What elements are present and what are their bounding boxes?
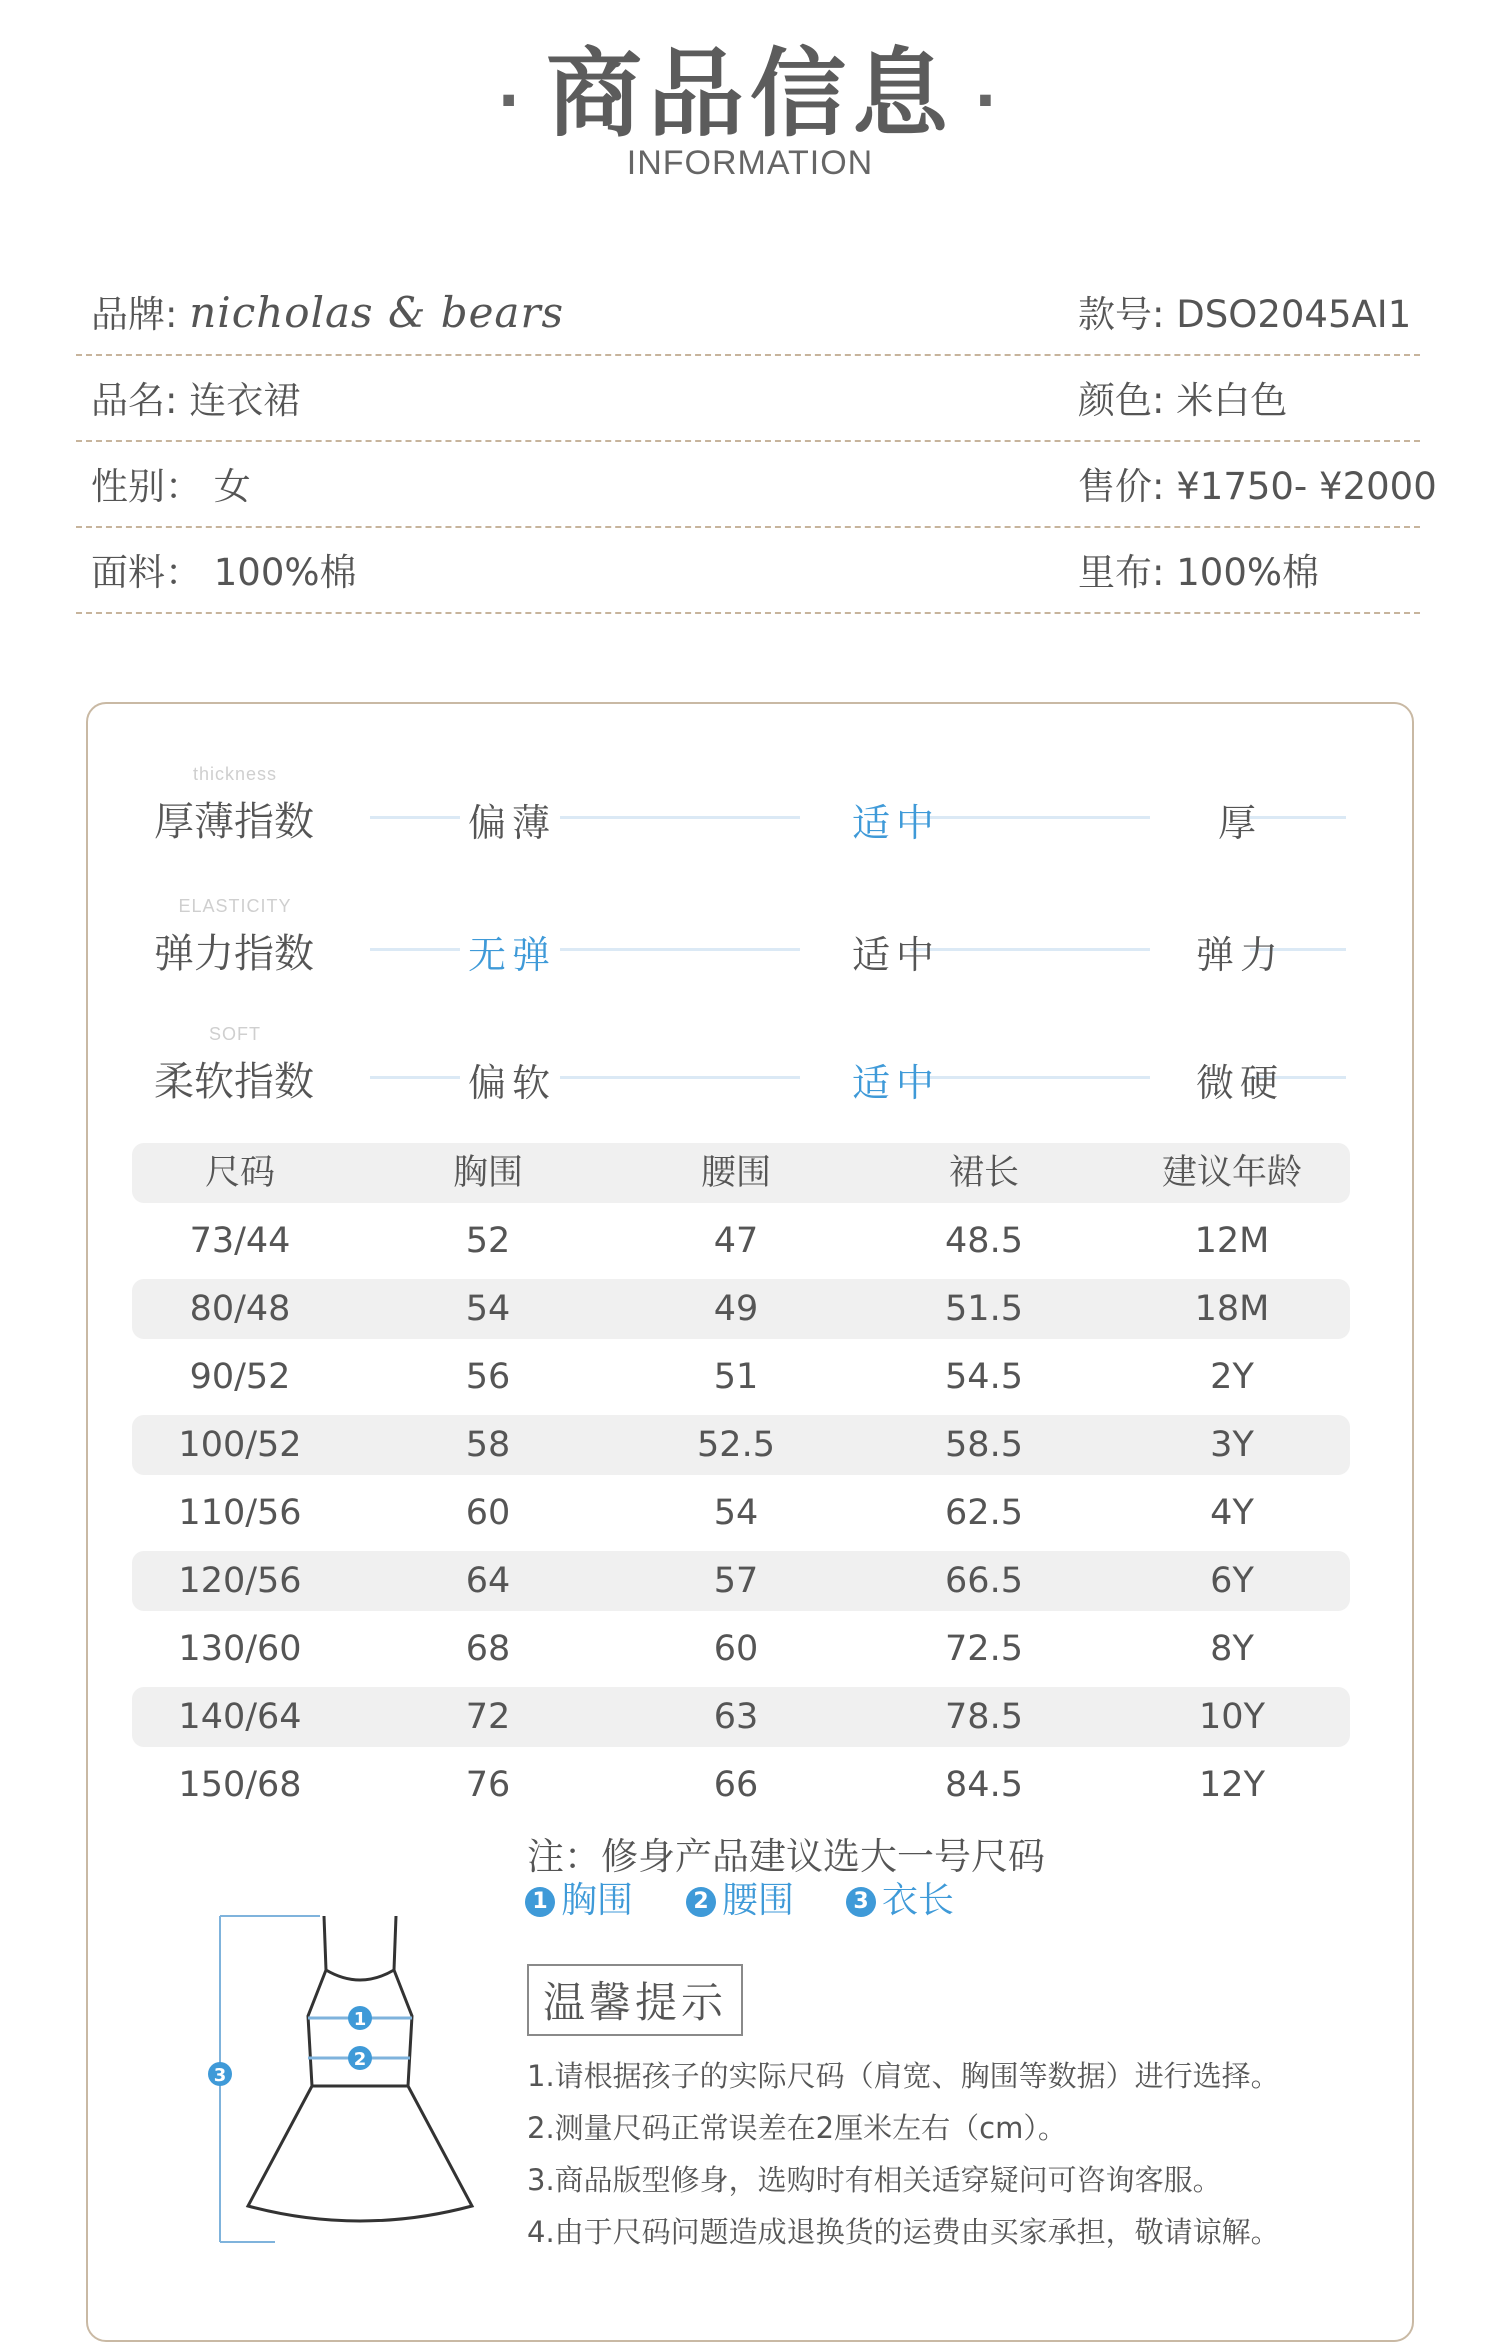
price-value: ¥1750- ¥2000 — [1176, 465, 1437, 508]
tip-item-1: 1.请根据孩子的实际尺码（肩宽、胸围等数据）进行选择。 — [527, 2059, 1280, 2093]
page-subtitle: INFORMATION — [626, 144, 874, 182]
marker-2 — [348, 2046, 372, 2070]
table-cell: 100/52 — [178, 1425, 302, 1465]
color-value: 米白色 — [1176, 379, 1288, 422]
brand-logo-text: nicholas & bears — [189, 288, 565, 337]
table-cell: 80/48 — [189, 1289, 291, 1329]
table-row — [132, 1755, 1350, 1815]
table-cell: 52.5 — [697, 1425, 775, 1465]
legend-label-chest: 胸围 — [561, 1880, 634, 1921]
title-dot-left: · — [497, 65, 526, 136]
title-text: 商品信息 — [546, 38, 954, 150]
table-header-cell: 腰围 — [700, 1153, 771, 1193]
table-cell: 18M — [1194, 1289, 1270, 1329]
table-cell: 72.5 — [945, 1629, 1023, 1669]
size-note: 注：修身产品建议选大一号尺码 — [527, 1835, 1045, 1878]
table-cell: 60 — [713, 1629, 759, 1669]
table-cell: 54 — [713, 1493, 759, 1533]
table-row — [132, 1211, 1350, 1271]
legend-number-3: 3 — [846, 1887, 876, 1917]
table-cell: 140/64 — [178, 1697, 302, 1737]
table-header-cell: 建议年龄 — [1161, 1153, 1302, 1193]
table-cell: 51 — [713, 1357, 759, 1397]
fabric-value: 100%棉 — [213, 551, 357, 594]
table-cell: 52 — [465, 1221, 511, 1261]
index-cn-label: 厚薄指数 — [154, 799, 314, 845]
table-cell: 12Y — [1199, 1765, 1265, 1805]
table-cell: 120/56 — [178, 1561, 302, 1601]
table-cell: 68 — [465, 1629, 511, 1669]
lining-field — [1078, 542, 1319, 596]
table-cell: 60 — [465, 1493, 511, 1533]
table-cell: 78.5 — [945, 1697, 1023, 1737]
table-cell: 6Y — [1210, 1561, 1254, 1601]
tip-item-3: 3.商品版型修身，选购时有相关适穿疑问可咨询客服。 — [527, 2163, 1222, 2197]
table-cell: 62.5 — [945, 1493, 1023, 1533]
table-cell: 12M — [1194, 1221, 1270, 1261]
info-row-gender — [76, 440, 1437, 528]
legend-chest — [525, 1872, 633, 1923]
table-cell: 72 — [465, 1697, 511, 1737]
table-cell: 58 — [465, 1425, 511, 1465]
table-cell: 57 — [713, 1561, 759, 1601]
table-cell: 4Y — [1210, 1493, 1254, 1533]
table-cell: 73/44 — [189, 1221, 291, 1261]
table-cell: 64 — [465, 1561, 511, 1601]
marker-1 — [348, 2006, 372, 2030]
length-measure-line — [220, 1916, 320, 2242]
scale-option: 偏薄 — [467, 801, 556, 845]
title-dot-right: · — [974, 65, 1003, 136]
color-label: 颜色: — [1078, 379, 1165, 422]
legend-label-length: 衣长 — [882, 1880, 955, 1921]
table-cell: 76 — [465, 1765, 511, 1805]
table-cell: 150/68 — [178, 1765, 302, 1805]
table-cell: 56 — [465, 1357, 511, 1397]
lining-label: 里布: — [1078, 551, 1165, 594]
table-row — [132, 1551, 1350, 1611]
dress-measurement-diagram — [200, 1906, 490, 2256]
fabric-field — [91, 542, 357, 596]
info-row-name — [76, 354, 1420, 442]
scale-option: 偏软 — [467, 1061, 556, 1105]
table-cell: 58.5 — [945, 1425, 1023, 1465]
scale-option: 适中 — [851, 933, 940, 977]
table-cell: 2Y — [1210, 1357, 1254, 1397]
page-title — [0, 34, 1500, 161]
price-field — [1078, 456, 1437, 510]
style-number-label: 款号: — [1078, 293, 1165, 336]
table-cell: 84.5 — [945, 1765, 1023, 1805]
svg-text:2: 2 — [353, 2049, 367, 2070]
tip-item-2: 2.测量尺码正常误差在2厘米左右（cm）。 — [527, 2111, 1067, 2145]
product-name-value: 连衣裙 — [189, 379, 301, 422]
table-row — [132, 1619, 1350, 1679]
scale-option: 厚 — [1217, 801, 1262, 845]
svg-text:3: 3 — [213, 2065, 227, 2086]
table-row — [132, 1687, 1350, 1747]
table-header-cell: 胸围 — [452, 1153, 523, 1193]
gender-value: 女 — [213, 465, 251, 508]
table-cell: 66.5 — [945, 1561, 1023, 1601]
info-row-fabric — [76, 526, 1420, 614]
style-number-field — [1078, 284, 1411, 338]
style-number-value: DSO2045AI1 — [1176, 293, 1412, 336]
scale-option-selected: 适中 — [851, 801, 940, 845]
table-header-cell: 裙长 — [948, 1153, 1019, 1193]
scale-option: 弹力 — [1195, 933, 1284, 977]
table-cell: 54 — [465, 1289, 511, 1329]
legend-length — [846, 1872, 954, 1923]
index-cn-label: 柔软指数 — [154, 1059, 314, 1105]
svg-text:1: 1 — [353, 2009, 367, 2030]
price-label: 售价: — [1078, 465, 1165, 508]
table-cell: 110/56 — [178, 1493, 302, 1533]
gender-label: 性别： — [91, 465, 202, 508]
marker-3 — [208, 2062, 232, 2086]
scale-option-selected: 适中 — [851, 1061, 940, 1105]
fabric-label: 面料： — [91, 551, 202, 594]
scale-option: 微硬 — [1195, 1061, 1284, 1105]
table-cell: 130/60 — [178, 1629, 302, 1669]
table-cell: 10Y — [1199, 1697, 1265, 1737]
table-cell: 49 — [713, 1289, 759, 1329]
index-cn-label: 弹力指数 — [154, 931, 314, 977]
legend-label-waist: 腰围 — [722, 1880, 795, 1921]
product-name-field — [91, 370, 300, 424]
table-cell: 54.5 — [945, 1357, 1023, 1397]
table-row — [132, 1347, 1350, 1407]
table-cell: 51.5 — [945, 1289, 1023, 1329]
table-cell: 8Y — [1210, 1629, 1254, 1669]
info-row-brand — [76, 268, 1420, 356]
tips-title: 温馨提示 — [527, 1964, 743, 2036]
table-header-row — [132, 1143, 1350, 1203]
legend-number-2: 2 — [686, 1887, 716, 1917]
gender-field — [91, 456, 251, 510]
table-cell: 48.5 — [945, 1221, 1023, 1261]
index-en-label: ELASTICITY — [178, 896, 292, 916]
table-cell: 90/52 — [189, 1357, 291, 1397]
index-en-label: thickness — [192, 764, 278, 784]
tip-item-4: 4.由于尺码问题造成退换货的运费由买家承担，敬请谅解。 — [527, 2215, 1280, 2249]
product-name-label: 品名: — [91, 379, 178, 422]
color-field — [1078, 370, 1287, 424]
table-cell: 47 — [713, 1221, 759, 1261]
brand-field — [91, 284, 564, 338]
table-row — [132, 1279, 1350, 1339]
legend-number-1: 1 — [525, 1887, 555, 1917]
lining-value: 100%棉 — [1176, 551, 1320, 594]
brand-label: 品牌: — [91, 293, 178, 336]
table-cell: 3Y — [1210, 1425, 1254, 1465]
table-header-cell: 尺码 — [204, 1153, 275, 1193]
table-cell: 66 — [713, 1765, 759, 1805]
scale-option-selected: 无弹 — [467, 933, 556, 977]
table-cell: 63 — [713, 1697, 759, 1737]
table-row — [132, 1415, 1350, 1475]
legend-waist — [686, 1872, 794, 1923]
index-en-label: SOFT — [209, 1024, 261, 1044]
table-row — [132, 1483, 1350, 1543]
